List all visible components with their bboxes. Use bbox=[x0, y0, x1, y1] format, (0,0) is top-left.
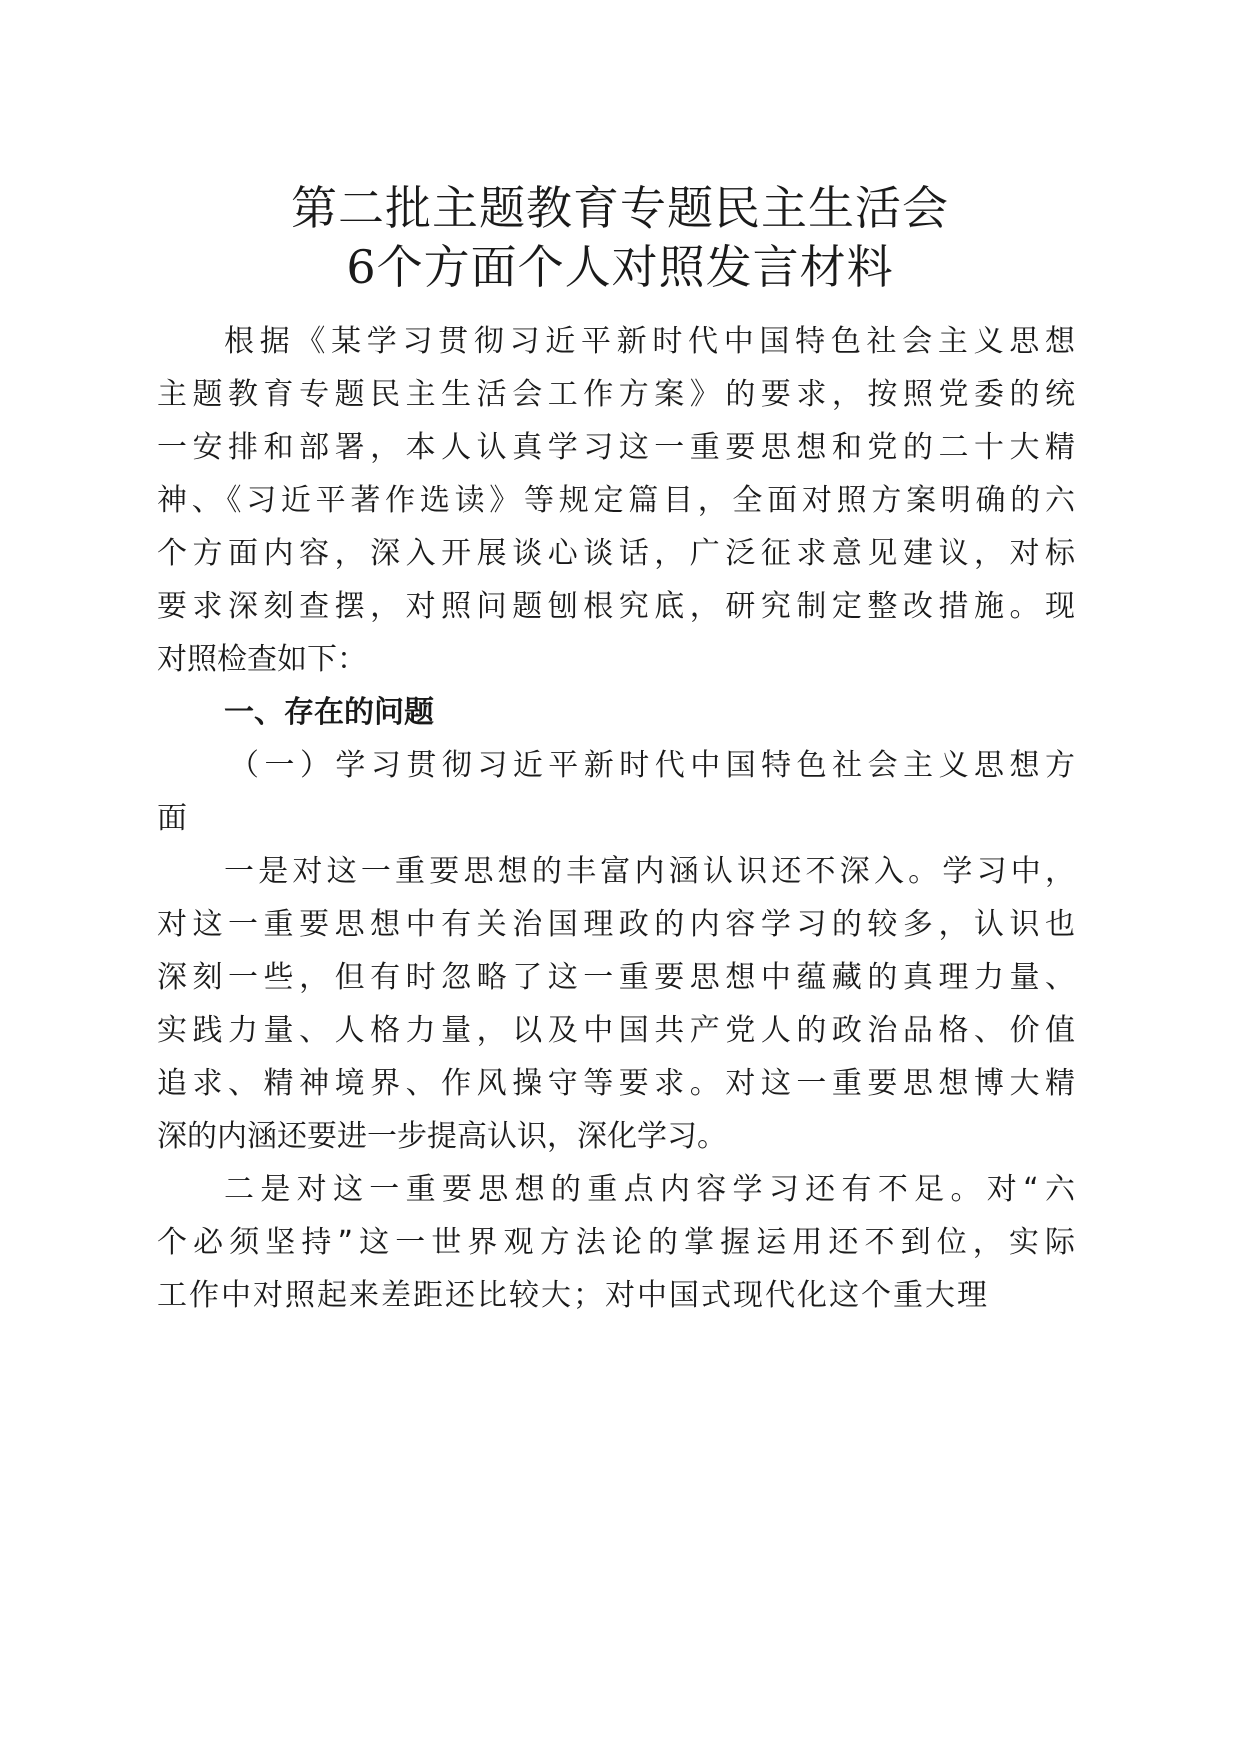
paragraph-line: 工作中对照起来差距还比较大；对中国式现代化这个重大理 bbox=[157, 1278, 989, 1313]
paragraph-line: 追求、精神境界、作风操守等要求。对这一重要思想博大精 bbox=[157, 1066, 1075, 1101]
intro-line: 对照检查如下： bbox=[157, 642, 367, 677]
paragraph-line: 深刻一些，但有时忽略了这一重要思想中蕴藏的真理力量、 bbox=[157, 960, 1075, 995]
document-title-line-1: 第二批主题教育专题民主生活会 bbox=[291, 181, 949, 235]
intro-line: 要求深刻查摆，对照问题刨根究底，研究制定整改措施。现 bbox=[157, 589, 1075, 624]
document-title-line-2: 6个方面个人对照发言材料 bbox=[346, 240, 894, 294]
intro-line: 主题教育专题民主生活会工作方案》的要求，按照党委的统 bbox=[157, 377, 1075, 412]
intro-line: 根据《某学习贯彻习近平新时代中国特色社会主义思想 bbox=[224, 324, 1075, 359]
intro-line: 神、《习近平著作选读》等规定篇目，全面对照方案明确的六 bbox=[157, 483, 1075, 518]
subsection-heading: （一）学习贯彻习近平新时代中国特色社会主义思想方 bbox=[229, 748, 1075, 783]
intro-line: 一安排和部署，本人认真学习这一重要思想和党的二十大精 bbox=[157, 430, 1075, 465]
paragraph-line: 深的内涵还要进一步提高认识，深化学习。 bbox=[157, 1119, 727, 1154]
paragraph-line: 二是对这一重要思想的重点内容学习还有不足。对“六 bbox=[224, 1172, 1075, 1207]
paragraph-line: 实践力量、人格力量，以及中国共产党人的政治品格、价值 bbox=[157, 1013, 1075, 1048]
paragraph-line: 一是对这一重要思想的丰富内涵认识还不深入。学习中， bbox=[224, 854, 1075, 889]
section-heading: 一、存在的问题 bbox=[224, 695, 434, 730]
paragraph-line: 对这一重要思想中有关治国理政的内容学习的较多，认识也 bbox=[157, 907, 1075, 942]
subsection-heading: 面 bbox=[157, 801, 187, 836]
paragraph-line: 个必须坚持”这一世界观方法论的掌握运用还不到位，实际 bbox=[157, 1225, 1075, 1260]
intro-line: 个方面内容，深入开展谈心谈话，广泛征求意见建议，对标 bbox=[157, 536, 1075, 571]
